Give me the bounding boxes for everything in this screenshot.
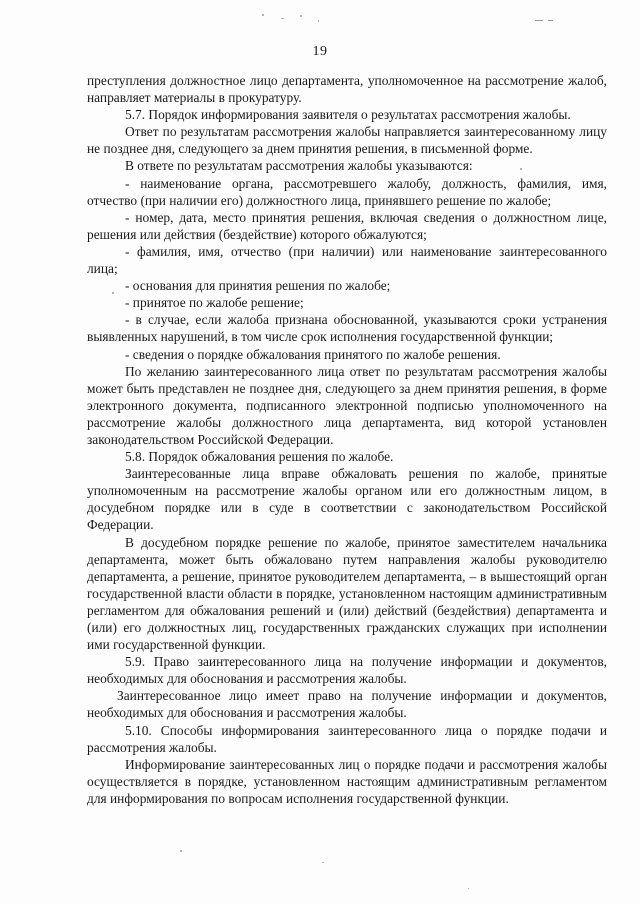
list-item: - номер, дата, место принятия решения, включая сведения о должностном лице, решения или действия (бездействие) которого обжалуются;	[87, 209, 607, 242]
paragraph: Заинтересованные лица вправе обжаловать решения по жалобе, принятые уполномоченным на рассмотрение жалобы органом или его должностным лицом, в досудебном порядке или в суде в соответствии с законодательством Российской Федерации.	[87, 466, 607, 533]
document-body	[87, 72, 607, 807]
scan-speck	[322, 862, 324, 863]
scan-speck	[548, 20, 553, 21]
section-heading-5-10: 5.10. Способы информирования заинтересованного лица о порядке подачи и рассмотрения жалобы.	[87, 722, 607, 755]
scan-speck	[520, 168, 522, 170]
section-heading-5-7: 5.7. Порядок информирования заявителя о результатах рассмотрения жалобы.	[125, 107, 571, 123]
paragraph: Информирование заинтересованных лиц о порядке подачи и рассмотрения жалобы осуществляется в порядке, установленном настоящим административным регламентом для информирования по вопросам исполнения государственной функции.	[87, 756, 607, 806]
list-item: - фамилия, имя, отчество (при наличии) или наименование заинтересованного лица;	[87, 243, 607, 277]
paragraph: В ответе по результатам рассмотрения жалобы указываются:	[125, 158, 473, 174]
list-item: - в случае, если жалоба признана обоснованной, указываются сроки устранения выявленных нарушений, в том числе срок исполнения государственной функции;	[87, 312, 607, 345]
scan-speck	[281, 18, 284, 19]
page-number: 19	[312, 44, 328, 59]
section-heading-5-9: 5.9. Право заинтересованного лица на получение информации и документов, необходимых для обоснования и рассмотрения жалобы.	[87, 654, 607, 687]
list-item: - основания для принятия решения по жалобе;	[125, 278, 391, 294]
paragraph: преступления должностное лицо департамента, уполномоченное на рассмотрение жалоб, направляет материалы в прокуратуру.	[87, 73, 607, 106]
scan-speck	[318, 20, 319, 22]
scan-speck	[300, 15, 302, 17]
list-item: - сведения о порядке обжалования принятого по жалобе решения.	[125, 346, 501, 362]
scan-speck	[112, 292, 114, 294]
scan-speck	[468, 888, 469, 889]
list-item: - наименование органа, рассмотревшего жалобу, должность, фамилия, имя, отчество (при наличии его) должностного лица, принявшего решение по жалобе;	[87, 175, 607, 208]
scan-speck	[535, 20, 543, 21]
scan-speck	[262, 14, 264, 16]
list-item: - принятое по жалобе решение;	[125, 295, 304, 311]
paragraph: По желанию заинтересованного лица ответ по результатам рассмотрения жалобы может быть представлен не позднее дня, следующего за днем принятия решения, в форме электронного документа, подписанного электронной подписью уполномоченного на рассмотрение жалобы должностного лица департамента, вид которой установлен законодательством Российской Федерации.	[87, 363, 607, 447]
scan-speck	[180, 850, 182, 852]
paragraph: В досудебном порядке решение по жалобе, принятое заместителем начальника департамента, может быть обжаловано путем направления жалобы руководителю департамента, а решение, принятое руководителем департамента, – в вышестоящий орган государственной власти области в порядке, установленном настоящим административным регламентом для обжалования решений и (или) действий (бездействия) департамента и (или) его должностных лиц, государственных гражданских служащих при исполнении ими государственной функции.	[87, 534, 607, 653]
paragraph: Заинтересованное лицо имеет право на получение информации и документов, необходимых для обоснования и рассмотрения жалобы.	[87, 688, 607, 721]
section-heading-5-8: 5.8. Порядок обжалования решения по жалобе.	[125, 449, 394, 465]
paragraph: Ответ по результатам рассмотрения жалобы направляется заинтересованному лицу не позднее дня, следующего за днем принятия решения, в письменной форме.	[87, 124, 607, 157]
